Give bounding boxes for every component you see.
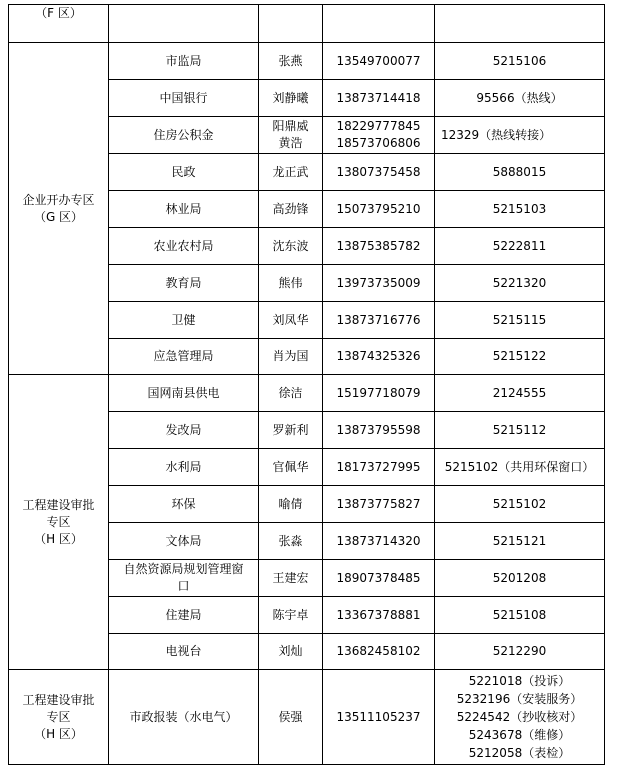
- empty-cell: [323, 5, 435, 43]
- person-cell: 刘静曦: [259, 80, 323, 117]
- office-phone-cell: 95566（热线）: [435, 80, 605, 117]
- dept-cell: 水利局: [109, 449, 259, 486]
- office-phone-line: 5221018（投诉）: [468, 674, 571, 688]
- zone-label-line: （H 区）: [34, 726, 83, 741]
- person-cell: 龙正武: [259, 154, 323, 191]
- person-cell: 肖为国: [259, 339, 323, 375]
- person-cell: 刘灿: [259, 634, 323, 670]
- dept-cell: 市监局: [109, 43, 259, 80]
- dept-cell: 民政: [109, 154, 259, 191]
- office-phone-cell: 5888015: [435, 154, 605, 191]
- zone-label: [9, 43, 109, 375]
- zone-label-line: 专区: [46, 709, 71, 724]
- person-cell: 陈宇卓: [259, 597, 323, 634]
- dept-cell: 林业局: [109, 191, 259, 228]
- zone-label-line: 企业开办专区: [22, 192, 95, 207]
- zone-label: [9, 670, 109, 765]
- office-phone-line: 5243678（维修）: [468, 728, 571, 742]
- person-cell: [259, 117, 323, 154]
- office-phone-cell: 5215121: [435, 523, 605, 560]
- dept-cell: 农业农村局: [109, 228, 259, 265]
- office-phone-cell: 5222811: [435, 228, 605, 265]
- dept-cell: 文体局: [109, 523, 259, 560]
- zone-label: [9, 5, 109, 43]
- office-phone-cell: 5215115: [435, 302, 605, 339]
- office-phone-cell: 2124555: [435, 375, 605, 412]
- mobile-cell: 13873716776: [323, 302, 435, 339]
- dept-cell: 发改局: [109, 412, 259, 449]
- empty-cell: [109, 5, 259, 43]
- dept-cell: 市政报装（水电气）: [109, 670, 259, 765]
- person-cell: 张淼: [259, 523, 323, 560]
- dept-name-line: 口: [177, 579, 190, 593]
- mobile-cell: 13549700077: [323, 43, 435, 80]
- table-row: [9, 5, 605, 43]
- office-phone-cell: 5212290: [435, 634, 605, 670]
- office-phone-cell: 5215122: [435, 339, 605, 375]
- dept-cell: 环保: [109, 486, 259, 523]
- zone-label-line: 工程建设审批: [22, 692, 95, 707]
- office-phone-cell: 5215102: [435, 486, 605, 523]
- mobile-cell: 13682458102: [323, 634, 435, 670]
- dept-cell: 教育局: [109, 265, 259, 302]
- dept-cell: 国网南县供电: [109, 375, 259, 412]
- dept-name-line: 自然资源局规划管理窗: [123, 562, 244, 576]
- mobile-cell: 13873775827: [323, 486, 435, 523]
- table-row: [9, 670, 605, 765]
- dept-cell: 住房公积金: [109, 117, 259, 154]
- mobile-cell: [323, 117, 435, 154]
- mobile-cell: 13874325326: [323, 339, 435, 375]
- office-phone-cell: 5221320: [435, 265, 605, 302]
- office-phone-cell: 5215112: [435, 412, 605, 449]
- mobile-cell: 13973735009: [323, 265, 435, 302]
- mobile-cell: 13873714320: [323, 523, 435, 560]
- person-cell: 刘凤华: [259, 302, 323, 339]
- dept-cell: 住建局: [109, 597, 259, 634]
- person-name: 黄浩: [278, 136, 303, 150]
- dept-cell: 卫健: [109, 302, 259, 339]
- office-phone-cell: 5215106: [435, 43, 605, 80]
- mobile-cell: 18907378485: [323, 560, 435, 597]
- mobile-cell: 13367378881: [323, 597, 435, 634]
- zone-label-text: （F 区）: [35, 6, 82, 20]
- mobile-cell: 13511105237: [323, 670, 435, 765]
- contact-table: [8, 4, 605, 765]
- office-phone-cell: 5215108: [435, 597, 605, 634]
- person-cell: 王建宏: [259, 560, 323, 597]
- office-phone-cell: 5215102（共用环保窗口）: [435, 449, 605, 486]
- person-cell: 高劲锋: [259, 191, 323, 228]
- office-phone-line: 5212058（表检）: [468, 746, 571, 760]
- person-cell: 罗新利: [259, 412, 323, 449]
- table-row: [9, 43, 605, 80]
- zone-label-line: （G 区）: [33, 209, 84, 224]
- dept-cell: 应急管理局: [109, 339, 259, 375]
- office-phone-cell: 12329（热线转接）: [435, 117, 605, 154]
- mobile-cell: 13873714418: [323, 80, 435, 117]
- person-cell: 侯强: [259, 670, 323, 765]
- mobile-cell: 15197718079: [323, 375, 435, 412]
- zone-label: [9, 375, 109, 670]
- zone-label-line: 专区: [46, 514, 71, 529]
- empty-cell: [435, 5, 605, 43]
- person-cell: 徐洁: [259, 375, 323, 412]
- office-phone-cell: 5215103: [435, 191, 605, 228]
- office-phone-cell: [435, 670, 605, 765]
- zone-label-line: 工程建设审批: [22, 497, 95, 512]
- person-cell: 喻倩: [259, 486, 323, 523]
- empty-cell: [259, 5, 323, 43]
- mobile-cell: 13873795598: [323, 412, 435, 449]
- mobile-cell: 18173727995: [323, 449, 435, 486]
- dept-cell: [109, 560, 259, 597]
- office-phone-line: 5232196（安装服务）: [456, 692, 583, 706]
- zone-label-line: （H 区）: [34, 531, 83, 546]
- person-cell: 沈东波: [259, 228, 323, 265]
- table-row: [9, 375, 605, 412]
- person-cell: 官佩华: [259, 449, 323, 486]
- dept-cell: 电视台: [109, 634, 259, 670]
- office-phone-cell: 5201208: [435, 560, 605, 597]
- person-cell: 熊伟: [259, 265, 323, 302]
- mobile-cell: 15073795210: [323, 191, 435, 228]
- mobile-cell: 13875385782: [323, 228, 435, 265]
- mobile-number: 18229777845: [336, 119, 421, 133]
- mobile-number: 18573706806: [336, 136, 421, 150]
- dept-cell: 中国银行: [109, 80, 259, 117]
- person-cell: 张燕: [259, 43, 323, 80]
- office-phone-line: 5224542（抄收核对）: [456, 710, 583, 724]
- mobile-cell: 13807375458: [323, 154, 435, 191]
- person-name: 阳鼎威: [272, 119, 309, 133]
